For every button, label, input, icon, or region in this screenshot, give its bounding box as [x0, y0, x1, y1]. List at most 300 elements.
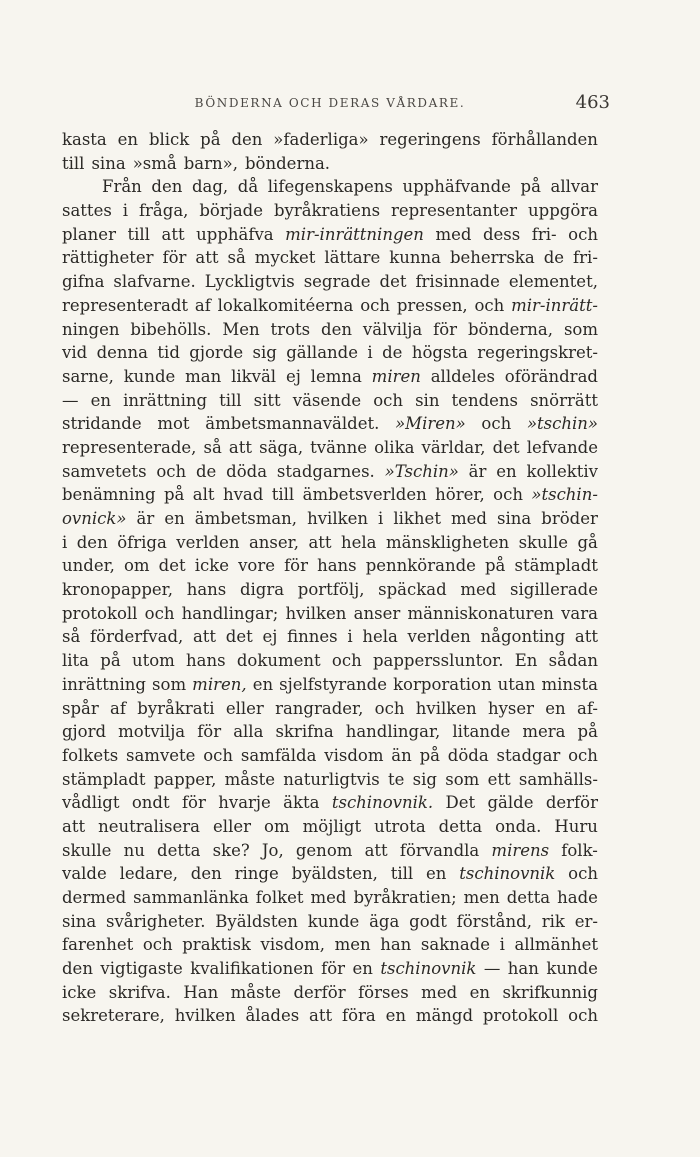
word: så [227, 248, 246, 268]
word: en [164, 509, 185, 528]
word: dess [482, 224, 521, 244]
word: ringe [234, 864, 279, 884]
word: och [568, 224, 598, 244]
body-text [62, 128, 598, 1028]
word: sina [62, 911, 97, 931]
word: måste [224, 769, 275, 789]
word: för [162, 248, 187, 268]
word: elementet, [508, 272, 598, 292]
word: säga, [259, 437, 304, 457]
word: på [577, 722, 598, 742]
word: sitt [253, 390, 281, 410]
word: en [496, 461, 517, 481]
word: med [460, 580, 497, 600]
word: för [181, 793, 206, 813]
word: Men [222, 319, 260, 339]
word: utan [497, 674, 536, 694]
word: lifegenskapens [267, 177, 393, 197]
word: bönderna. [245, 153, 331, 173]
word: att [195, 248, 219, 268]
word: tschinovnik [380, 959, 477, 979]
word: lita [62, 651, 90, 671]
word: tid [157, 343, 180, 363]
word: den [321, 319, 352, 339]
word: samhälls- [518, 769, 598, 789]
word: hans [186, 651, 226, 671]
word: förderfvad, [90, 627, 184, 647]
running-title: BÖNDERNA OCH DERAS VÅRDARE. [194, 96, 466, 110]
word: »små [132, 153, 177, 173]
word: segrade [303, 272, 371, 292]
word: sådan [548, 651, 598, 671]
word: sin [415, 390, 440, 410]
page-number: 463 [575, 92, 610, 113]
word: verlden [176, 532, 240, 552]
word: och [142, 935, 173, 955]
word: eller [225, 698, 264, 718]
word: äkta [283, 793, 320, 813]
word: lokalkomitéerna [217, 295, 354, 315]
word: naturligtvis [283, 769, 380, 789]
word: på [419, 745, 440, 765]
word: döda [447, 745, 489, 765]
word: mera [522, 722, 566, 742]
word: välvilja [362, 319, 423, 339]
word: representanter [390, 201, 518, 221]
word: hvilken [174, 1006, 236, 1026]
word: representerade, [62, 437, 197, 457]
word: hvad [222, 485, 264, 505]
word: han [507, 959, 539, 979]
word: hvilken [415, 698, 477, 718]
word: allvar [550, 177, 598, 197]
word: — [62, 390, 79, 410]
word: väsende [292, 390, 362, 410]
word: så [203, 437, 222, 457]
word: att [309, 1006, 333, 1026]
word: representeradt [62, 295, 189, 315]
word: handlingar, [345, 722, 441, 742]
word: och [331, 651, 362, 671]
word: icke [194, 556, 229, 576]
text-line [62, 246, 598, 270]
word: den [231, 130, 263, 149]
word: kvalifikationen [190, 959, 314, 979]
word: och [360, 295, 390, 315]
word: skrifva. [108, 982, 171, 1002]
word: neutralisera [98, 816, 201, 836]
word: ondt [131, 793, 170, 813]
word: byråkrati [137, 698, 215, 718]
word: sammanlänka [133, 888, 249, 907]
word: tschinovnik [459, 864, 556, 884]
word: att [192, 627, 217, 647]
word: en [90, 390, 111, 410]
word: kronopapper, [62, 580, 173, 600]
word: ningen [62, 319, 120, 339]
word: förses [358, 982, 409, 1002]
word: gifna [62, 272, 105, 292]
word: af [110, 698, 126, 718]
word: för [197, 722, 222, 742]
word: vid [62, 343, 88, 363]
word: den [151, 177, 183, 197]
word: till [390, 864, 414, 884]
word: upphäfva [196, 224, 274, 244]
word: föra [341, 1006, 376, 1026]
word: slafvarne. [113, 272, 196, 292]
word: Från [102, 177, 142, 197]
word: byråkratiens [273, 201, 381, 221]
word: regeringskret- [477, 343, 598, 363]
word: sigillerade [510, 580, 598, 600]
word: och [374, 698, 405, 718]
word: den [190, 864, 222, 884]
word: mirens [491, 840, 550, 860]
word: benämning [62, 485, 156, 505]
word: och [568, 864, 598, 884]
word: började [199, 201, 264, 221]
word: med [310, 888, 347, 907]
word: alldeles [430, 366, 495, 386]
word: pennkörande [365, 556, 476, 576]
word: ovnick» [62, 509, 127, 528]
word: af [194, 295, 211, 315]
word: trots [270, 319, 311, 339]
word: hyser [487, 698, 535, 718]
word: hela [341, 532, 377, 552]
word: rättigheter [62, 248, 154, 268]
word: kunde [307, 911, 360, 931]
word: ledare, [119, 864, 178, 884]
word: och [203, 745, 234, 765]
word: folk- [561, 840, 598, 860]
word: vore [238, 556, 275, 576]
word: och [156, 461, 187, 481]
word: stadgarnes. [276, 461, 375, 481]
word: tendens [451, 390, 518, 410]
word: portfölj, [297, 580, 365, 600]
word: det [379, 272, 407, 292]
word: och [474, 295, 505, 315]
word: onda. [495, 816, 542, 836]
word: protokoll [482, 1006, 559, 1026]
word: med [435, 224, 472, 244]
word: miren, [192, 674, 247, 694]
word: ej [285, 366, 301, 386]
word: och [568, 745, 598, 765]
word: måste [230, 982, 282, 1002]
word: den [76, 532, 108, 552]
word: lefvande [526, 437, 598, 457]
word: derför [545, 793, 598, 813]
word: Det [445, 793, 476, 813]
word: stridande [62, 414, 142, 434]
word: »tschin» [526, 414, 598, 434]
word: i [122, 201, 129, 221]
word: och [144, 603, 175, 623]
word: till [127, 224, 150, 244]
word: folkets [62, 745, 119, 765]
word: en [352, 959, 373, 979]
word: kollektiv [526, 461, 598, 481]
text-line [62, 294, 598, 318]
word: till [219, 390, 242, 410]
word: mängd [415, 1006, 474, 1026]
text-line [62, 531, 598, 555]
text-line [62, 365, 598, 389]
word: i [378, 509, 384, 528]
word: — [483, 959, 501, 979]
word: er- [574, 911, 598, 931]
word: byråkratien; [353, 888, 457, 907]
word: likhet [393, 509, 441, 528]
word: på [520, 177, 541, 197]
word: att [308, 532, 332, 552]
text-line [62, 981, 598, 1005]
word: sig [252, 343, 277, 363]
word: Jo, [261, 840, 284, 860]
word: valde [62, 864, 107, 884]
word: dermed [62, 888, 127, 907]
word: alla [233, 722, 264, 742]
word: fri- [531, 224, 557, 244]
text-line [62, 862, 598, 886]
word: allmänhet [514, 935, 598, 955]
word: vigtigaste [100, 959, 183, 979]
word: förvandla [399, 840, 480, 860]
word: »Tschin» [384, 461, 459, 481]
word: är [136, 509, 155, 528]
word: pressen, [396, 295, 468, 315]
text-line [62, 957, 598, 981]
word: detta [157, 840, 201, 860]
word: mir-inrätt- [511, 295, 598, 315]
word: protokoll [62, 603, 138, 623]
word: på [200, 130, 221, 149]
word: döda [226, 461, 268, 481]
word: kunde [123, 366, 176, 386]
word: handlingar; [181, 603, 279, 623]
word: farenhet [62, 935, 134, 955]
word: en [117, 130, 139, 149]
word: så [62, 627, 81, 647]
word: det [225, 627, 253, 647]
word: ett [487, 769, 511, 789]
word: ämbetsmannaväldet. [205, 414, 380, 434]
word: minsta [541, 674, 598, 694]
word: de [543, 248, 565, 268]
word: dag, [191, 177, 229, 197]
word: skrifkunnig [502, 982, 598, 1002]
word: papper, [153, 769, 217, 789]
word: verlden [407, 627, 471, 647]
word: gå [577, 532, 598, 552]
word: de [382, 343, 403, 363]
word: derför [293, 982, 346, 1002]
word: i [62, 532, 68, 552]
word: och [493, 485, 523, 505]
word: digra [239, 580, 285, 600]
word: ej [262, 627, 278, 647]
word: världar, [421, 437, 486, 457]
word: mir-inrättningen [285, 224, 424, 244]
text-line [62, 673, 598, 697]
word: som [563, 319, 598, 339]
word: samvetets [62, 461, 147, 481]
word: hela [362, 627, 398, 647]
word: vara [561, 603, 598, 623]
word: ålades [245, 1006, 300, 1026]
text-line [62, 175, 598, 199]
word: mot [157, 414, 190, 434]
text-line [62, 625, 598, 649]
word: och [568, 1006, 598, 1026]
word: en [252, 674, 274, 694]
word: sarne, [62, 366, 114, 386]
word: anser, [248, 532, 299, 552]
word: stämpladt [514, 556, 598, 576]
word: visdom, [260, 935, 325, 955]
word: äga [369, 911, 400, 931]
text-line [62, 933, 598, 957]
word: en [545, 698, 566, 718]
word: ämbetsverlden [302, 485, 427, 505]
word: men [334, 935, 371, 955]
word: olika [374, 437, 415, 457]
page-header [62, 92, 610, 120]
word: ske? [212, 840, 250, 860]
word: på [485, 556, 506, 576]
text-line [62, 886, 598, 910]
word: litande [452, 722, 511, 742]
word: sjelfstyrande [279, 674, 387, 694]
word: att [62, 816, 86, 836]
word: snörrätt [530, 390, 598, 410]
word: denna [96, 343, 148, 363]
word: fråga, [138, 201, 189, 221]
word: hade [557, 888, 598, 907]
word: förstånd, [456, 911, 532, 931]
text-line [62, 768, 598, 792]
text-line [62, 554, 598, 578]
word: hans [186, 580, 227, 600]
word: barn», [183, 153, 238, 173]
text-line [62, 744, 598, 768]
word: Byäldsten [215, 911, 298, 931]
word: samfälda [240, 745, 317, 765]
text-line [62, 389, 598, 413]
word: skulle [62, 840, 112, 860]
word: inrättning [62, 674, 146, 694]
word: detta [438, 816, 483, 836]
word: lemna [310, 366, 362, 386]
text-line [62, 649, 598, 673]
word: i [499, 935, 505, 955]
word: visdom [324, 745, 384, 765]
word: praktisk [182, 935, 251, 955]
word: byäldsten, [291, 864, 378, 884]
word: hvarje [218, 793, 271, 813]
word: rik [541, 911, 565, 931]
word: lättare [324, 248, 381, 268]
word: »Miren» [395, 414, 466, 434]
word: blick [148, 130, 190, 149]
word: kasta [62, 130, 107, 149]
word: tvänne [310, 437, 367, 457]
word: likväl [231, 366, 277, 386]
word: stämpladt [62, 769, 146, 789]
word: högsta [411, 343, 468, 363]
word: kunde [546, 959, 598, 979]
word: finnes [287, 627, 338, 647]
word: men [463, 888, 500, 907]
text-line [62, 223, 598, 247]
word: mänskligheten [386, 532, 510, 552]
word: alt [192, 485, 215, 505]
word: det [492, 437, 520, 457]
word: med [421, 982, 458, 1002]
text-line [62, 128, 598, 152]
word: detta [506, 888, 551, 907]
word: de [196, 461, 217, 481]
word: gjorde [189, 343, 244, 363]
text-line [62, 1004, 598, 1028]
word: till [271, 485, 295, 505]
word: om [123, 556, 150, 576]
word: bönderna, [467, 319, 554, 339]
word: till [62, 153, 85, 173]
word: tschinovnik. [331, 793, 434, 813]
word: att [574, 627, 598, 647]
word: planer [62, 224, 116, 244]
word: med [451, 509, 487, 528]
text-line [62, 152, 598, 176]
word: som [445, 769, 480, 789]
word: Han [183, 982, 219, 1002]
word: sekreterare, [62, 1006, 165, 1026]
word: »tschin- [531, 485, 598, 505]
word: eller [213, 816, 252, 836]
word: på [100, 651, 121, 671]
word: rangrader, [275, 698, 364, 718]
word: fri- [573, 248, 598, 268]
text-line [62, 199, 598, 223]
word: som [152, 674, 187, 694]
word: den [62, 959, 93, 979]
word: korporation [393, 674, 492, 694]
word: om [264, 816, 290, 836]
word: i [367, 343, 373, 363]
word: vådligt [62, 793, 120, 813]
text-line [62, 602, 598, 626]
word: hans [317, 556, 357, 576]
word: frisinnade [415, 272, 500, 292]
word: mycket [254, 248, 316, 268]
word: späckad [378, 580, 447, 600]
word: gällande [286, 343, 358, 363]
word: icke [62, 982, 97, 1002]
word: beherrska [449, 248, 535, 268]
word: bibehölls. [130, 319, 212, 339]
word: är [468, 461, 487, 481]
word: någonting [480, 627, 566, 647]
word: hvilken [285, 603, 347, 623]
word: inrättning [123, 390, 208, 410]
text-line [62, 412, 598, 436]
word: »faderliga» [273, 130, 369, 149]
word: nu [123, 840, 145, 860]
